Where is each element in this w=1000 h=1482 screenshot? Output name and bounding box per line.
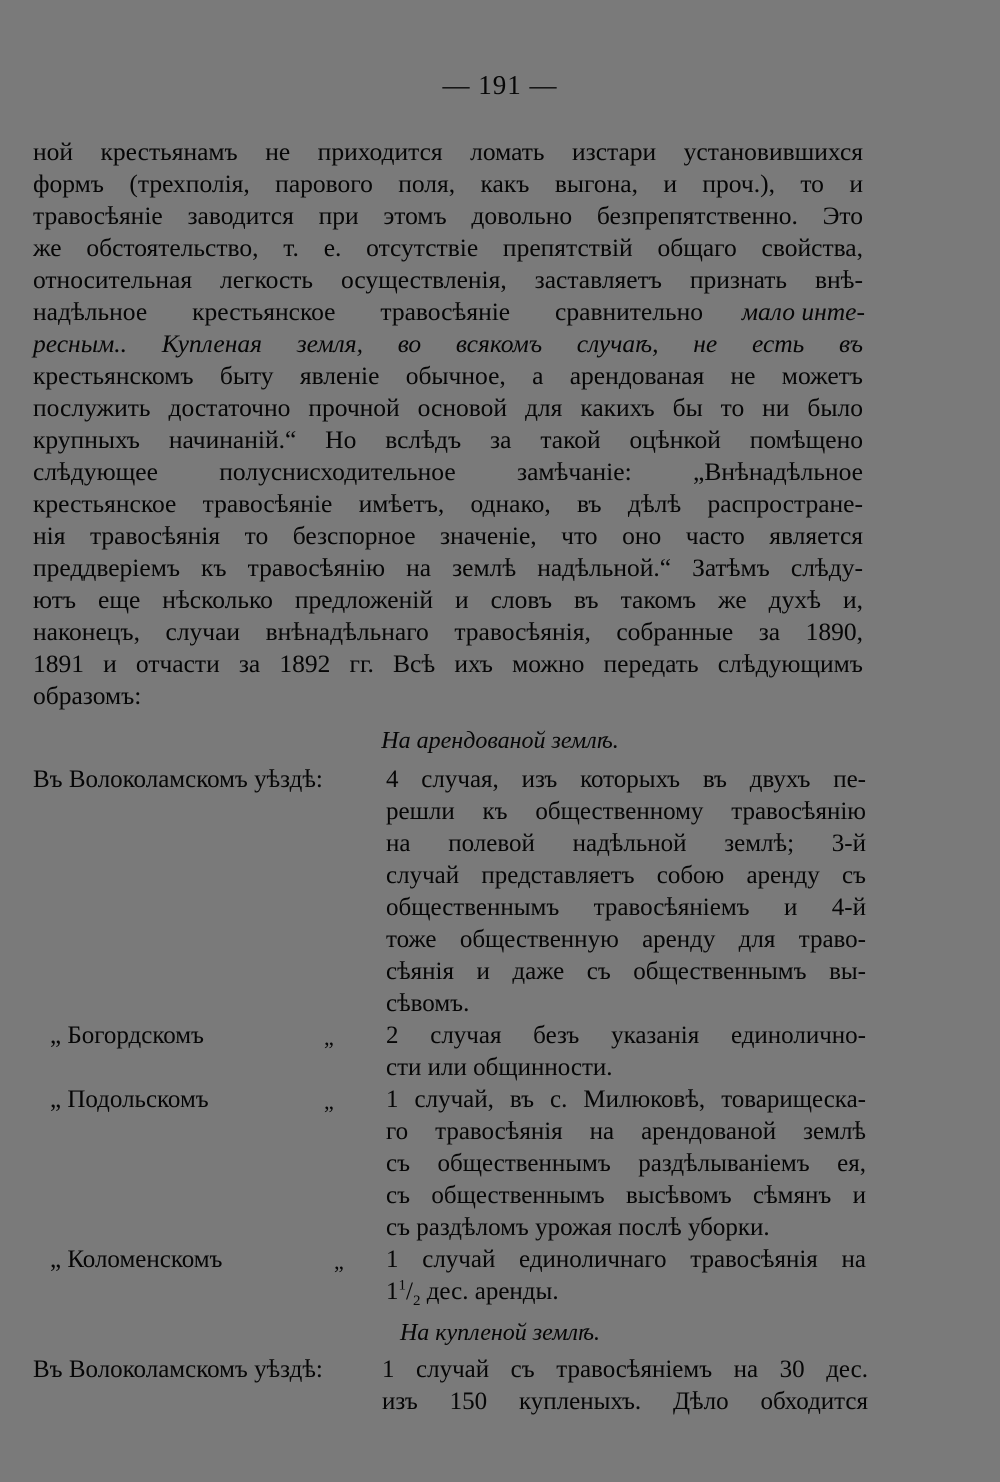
entry-line: 1 случай единоличнаго травосѣянія на [386,1246,866,1273]
entry-line: съ общественнымъ высѣвомъ сѣмянъ и [386,1182,866,1209]
paragraph-line: относительная легкость осуществленія, заставляетъ признать внѣ- [33,265,863,294]
page-number: — 191 — [442,70,558,100]
district-label: „ Подольскомъ [50,1086,209,1113]
paragraph-line: надѣльное крестьянское травосѣяніе сравнительно [33,297,703,326]
entry-line: общественнымъ травосѣяніемъ и 4-й [386,894,866,921]
entry-line: съ общественнымъ раздѣлываніемъ ея, [386,1150,866,1177]
paragraph-line: 1891 и отчасти за 1892 гг. Всѣ ихъ можно передать слѣдующимъ [33,649,863,678]
section-heading-rented: На арендованой землѣ. [381,728,619,754]
district-label: „ Богордскомъ [50,1022,204,1049]
paragraph-line: слѣдующее полуснисходительное замѣчаніе: „Внѣнадѣльное [33,457,863,486]
paragraph-line: формъ (трехполія, парового поля, какъ выгона, и проч.), то и [33,169,863,198]
entry-line: 4 случая, изъ которыхъ въ двухъ пе- [386,766,866,793]
paragraph-italic-word: ресным.. Купленая земля, во всякомъ случаѣ, не есть въ [33,329,863,358]
paragraph-line: преддверіемъ къ травосѣянію на землѣ надѣльной.“ Затѣмъ слѣду- [33,553,863,582]
paragraph-line: нія травосѣянія то безспорное значеніе, что оно часто является [33,521,863,550]
paragraph-line: образомъ: [33,681,142,710]
paragraph-line: послужить достаточно прочной основой для какихъ бы то ни было [33,393,863,422]
entry-line: на полевой надѣльной землѣ; 3-й [386,830,866,857]
paragraph-line: ютъ еще нѣсколько предложеній и словъ въ такомъ же духѣ и, [33,585,863,614]
entry-line: изъ 150 купленыхъ. Дѣло обходится [382,1388,868,1415]
ditto-mark: „ [334,1249,344,1274]
entry-line: съ раздѣломъ урожая послѣ уборки. [386,1214,770,1241]
entry-line: сѣянія и даже съ общественнымъ вы- [386,958,866,985]
paragraph-line: травосѣяніе заводится при этомъ довольно безпрепятственно. Это [33,201,863,230]
entry-line: го травосѣянія на арендованой землѣ [386,1118,866,1145]
entry-line: сѣвомъ. [386,990,470,1017]
entry-line: случай представляетъ собою аренду съ [386,862,866,889]
district-label: „ Коломенскомъ [50,1246,223,1273]
entry-line: $1^1/_2$ дес. аренды. [386,1277,559,1309]
paragraph-line: же обстоятельство, т. е. отсутствіе препятствій общаго свойства, [33,233,863,262]
paragraph-italic-tail: мало инте- [741,297,865,326]
paragraph-line: наконецъ, случаи внѣнадѣльнаго травосѣянія, собранные за 1890, [33,617,863,646]
entry-line: решли къ общественному травосѣянію [386,798,866,825]
district-label: Въ Волоколамскомъ уѣздѣ: [33,766,323,793]
entry-line: тоже общественную аренду для траво- [386,926,866,953]
section-heading-bought: На купленой землѣ. [399,1320,601,1346]
paragraph-line: крестьянское травосѣяніе имѣетъ, однако, въ дѣлѣ распростране- [33,489,863,518]
ditto-mark: „ [324,1025,334,1050]
entry-line: 2 случая безъ указанія единоличнo- [386,1022,866,1049]
entry-line: 1 случай, въ с. Милюковѣ, товарищеска- [386,1086,866,1113]
entry-line: сти или общинности. [386,1054,613,1081]
district-label: Въ Волоколамскомъ уѣздѣ: [33,1356,323,1383]
paragraph-line: ной крестьянамъ не приходится ломать изстари установившихся [33,137,863,166]
entry-line: 1 случай съ травосѣяніемъ на 30 дес. [382,1356,868,1383]
paragraph-line [33,328,863,360]
paragraph-line: крупныхъ начинаній.“ Но вслѣдъ за такой оцѣнкой помѣщено [33,425,863,454]
paragraph-line: крестьянскомъ быту явленіе обычное, а арендованая не можетъ [33,361,863,390]
ditto-mark: „ [324,1089,334,1114]
fraction: $1^1/_2$ [386,1277,421,1309]
